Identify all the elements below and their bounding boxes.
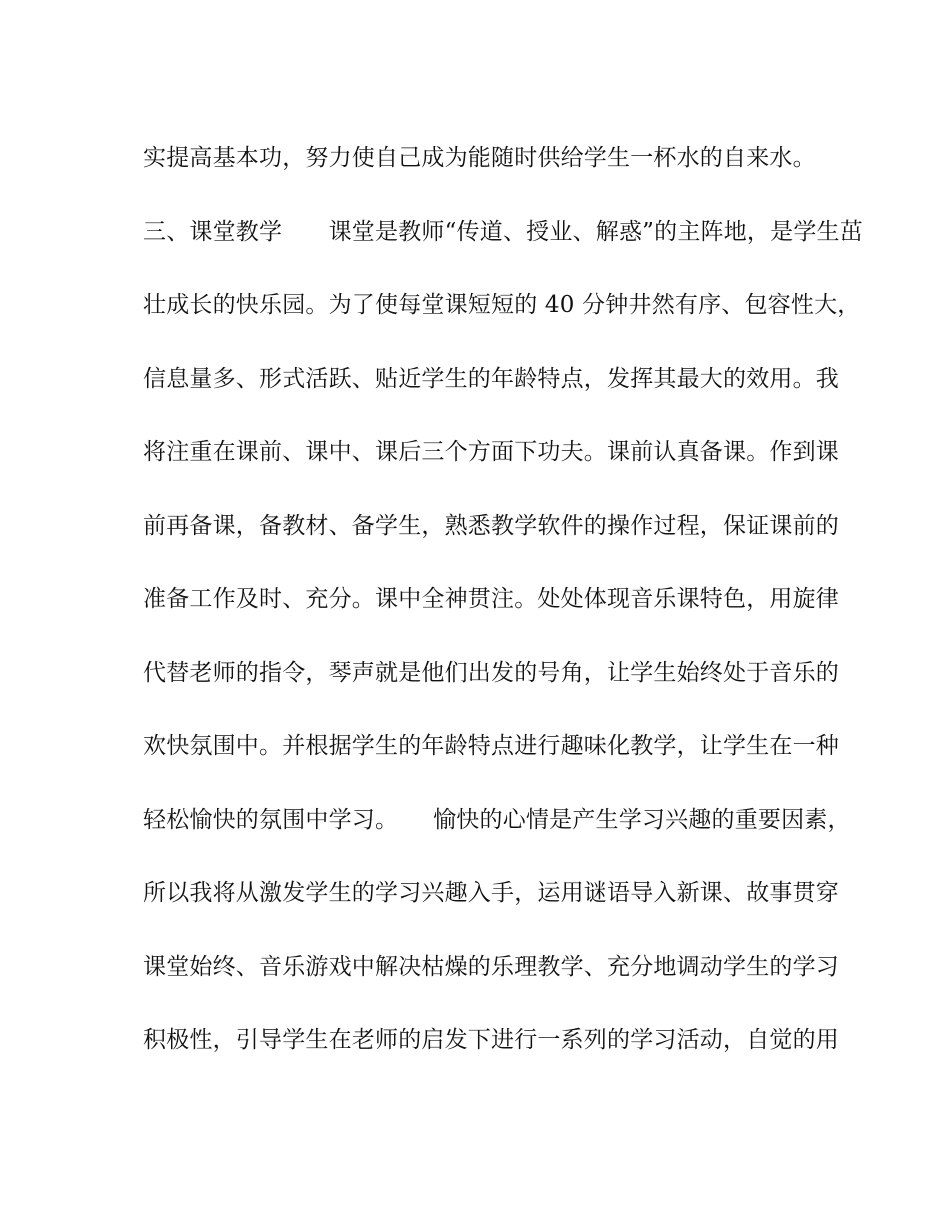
text-line-11: 所以我将从激发学生的学习兴趣入手，运用谜语导入新课、故事贯穿 [143, 880, 839, 906]
text-line-12: 课堂始终、音乐游戏中解决枯燥的乐理教学、充分地调动学生的学习 [143, 953, 839, 980]
text-line-7: 准备工作及时、充分。课中全神贯注。处处体现音乐课特色，用旋律 [143, 586, 839, 612]
text-line-6: 前再备课，备教材、备学生，熟悉教学软件的操作过程，保证课前的 [143, 512, 839, 539]
text-line-13: 积极性，引导学生在老师的启发下进行一系列的学习活动，自觉的用 [143, 1027, 839, 1053]
text-line-9: 欢快氛围中。并根据学生的年龄特点进行趣味化教学，让学生在一种 [143, 733, 839, 759]
text-line-2: 三、课堂教学 课堂是教师“传道、授业、解惑”的主阵地，是学生茁 [143, 218, 863, 245]
text-line-8: 代替老师的指令，琴声就是他们出发的号角，让学生始终处于音乐的 [143, 659, 839, 686]
text-line-3: 壮成长的快乐园。为了使每堂课短短的 40 分钟井然有序、包容性大， [143, 292, 861, 318]
text-line-10: 轻松愉快的氛围中学习。 愉快的心情是产生学习兴趣的重要因素， [143, 806, 851, 833]
text-line-1: 实提高基本功，努力使自己成为能随时供给学生一杯水的自来水。 [143, 145, 816, 171]
text-line-5: 将注重在课前、课中、课后三个方面下功夫。课前认真备课。作到课 [143, 439, 839, 465]
text-line-4: 信息量多、形式活跃、贴近学生的年龄特点，发挥其最大的效用。我 [143, 365, 839, 392]
body-text [143, 132, 863, 1088]
